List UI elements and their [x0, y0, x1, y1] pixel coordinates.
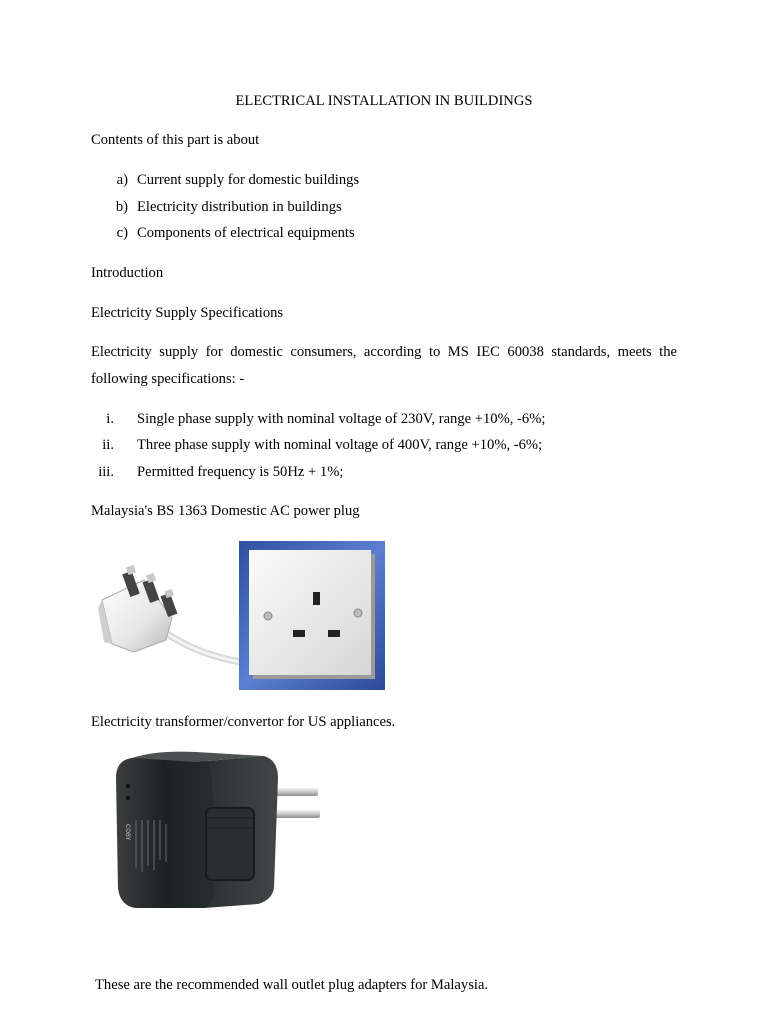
list-marker: i. — [106, 411, 114, 427]
adapters-caption: These are the recommended wall outlet plug adapters for Malaysia. — [95, 977, 489, 993]
transformer-image — [96, 748, 326, 914]
list-marker: iii. — [98, 464, 114, 480]
list-item-text: Three phase supply with nominal voltage of 400V, range +10%, -6%; — [137, 437, 543, 453]
list-marker: b) — [115, 199, 128, 215]
brand-label: COBY — [124, 824, 131, 841]
list-marker: c) — [116, 225, 128, 241]
introduction-heading: Introduction — [91, 265, 164, 281]
spec-paragraph-line: Electricity supply for domestic consumers, according to MS IEC 60038 standards, meets the — [91, 344, 677, 360]
list-item-text: Permitted frequency is 50Hz + 1%; — [137, 464, 344, 480]
list-marker: a) — [116, 172, 128, 188]
plug-caption: Malaysia's BS 1363 Domestic AC power plug — [91, 503, 360, 519]
spec-paragraph-line: following specifications: - — [91, 371, 245, 387]
bs1363-plug-image — [94, 560, 240, 672]
list-marker: ii. — [102, 437, 114, 453]
list-item-text: Current supply for domestic buildings — [137, 172, 360, 188]
list-item-text: Single phase supply with nominal voltage of 230V, range +10%, -6%; — [137, 411, 546, 427]
wall-socket-image — [239, 541, 385, 690]
supply-spec-heading: Electricity Supply Specifications — [91, 305, 284, 321]
transformer-caption: Electricity transformer/convertor for US appliances. — [91, 714, 396, 730]
list-item-text: Components of electrical equipments — [137, 225, 355, 241]
page-title: ELECTRICAL INSTALLATION IN BUILDINGS — [235, 93, 533, 109]
contents-intro: Contents of this part is about — [91, 132, 260, 148]
list-item-text: Electricity distribution in buildings — [137, 199, 342, 215]
